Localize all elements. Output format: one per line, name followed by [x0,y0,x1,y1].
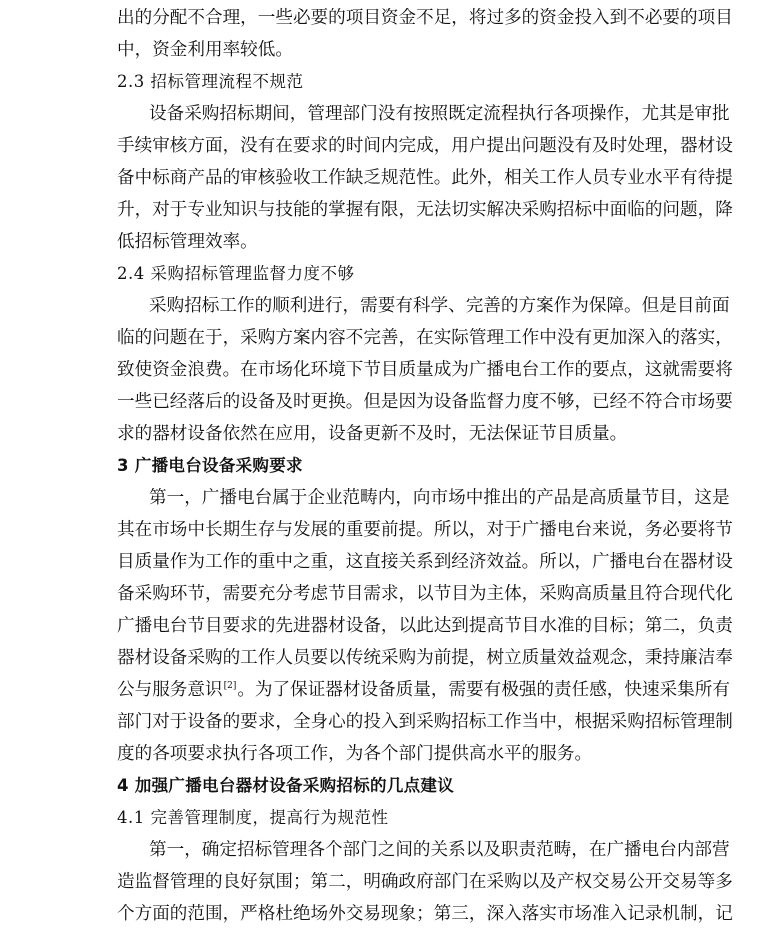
section-heading-4-1: 4.1 完善管理制度，提高行为规范性 [117,808,389,827]
paragraph-line: 备采购环节，需要充分考虑节目需求，以节目为主体，采购高质量且符合现代化 [117,584,733,604]
paragraph-line: 中，资金利用率较低。 [117,40,293,60]
paragraph-line: 求的器材设备依然在应用，设备更新不及时，无法保证节目质量。 [117,424,628,444]
text-segment: 。为了保证器材设备质量，需要有极强的责任感，快速采集所有 [237,680,730,700]
paragraph-line: 升，对于专业知识与技能的掌握有限，无法切实解决采购招标中面临的问题，降 [117,200,733,220]
section-heading-2-4: 2.4 采购招标管理监督力度不够 [117,264,355,283]
citation-marker: [2] [223,681,237,691]
section-heading-3: 3 广播电台设备采购要求 [117,456,303,475]
paragraph-line: 目质量作为工作的重中之重，这直接关系到经济效益。所以，广播电台在器材设 [117,552,733,572]
text-segment: 公与服务意识 [117,680,223,700]
paragraph-line: 个方面的范围，严格杜绝场外交易现象；第三，深入落实市场准入记录机制，记 [117,904,733,924]
paragraph-line: 其在市场中长期生存与发展的重要前提。所以，对于广播电台来说，务必要将节 [117,520,733,540]
paragraph-line: 一些已经落后的设备及时更换。但是因为设备监督力度不够，已经不符合市场要 [117,392,733,412]
section-heading-2-3: 2.3 招标管理流程不规范 [117,72,304,91]
paragraph-line: 造监督管理的良好氛围；第二，明确政府部门在采购以及产权交易公开交易等多 [117,872,733,892]
paragraph-line: 第一，确定招标管理各个部门之间的关系以及职责范畴，在广播电台内部营 [149,840,730,860]
paragraph-line: 采购招标工作的顺利进行，需要有科学、完善的方案作为保障。但是目前面 [149,296,730,316]
document-page [117,0,733,930]
paragraph-line: 设备采购招标期间，管理部门没有按照既定流程执行各项操作，尤其是审批 [149,104,730,124]
paragraph-line: 器材设备采购的工作人员要以传统采购为前提，树立质量效益观念，秉持廉洁奉 [117,648,733,668]
paragraph-line: 部门对于设备的要求，全身心的投入到采购招标工作当中，根据采购招标管理制 [117,712,733,732]
paragraph-line: 手续审核方面，没有在要求的时间内完成，用户提出问题没有及时处理，器材设 [117,136,733,156]
paragraph-line: 第一，广播电台属于企业范畴内，向市场中推出的产品是高质量节目，这是 [149,488,730,508]
paragraph-line-with-citation [117,674,730,706]
paragraph-line: 临的问题在于，采购方案内容不完善，在实际管理工作中没有更加深入的落实， [117,328,733,348]
paragraph-line: 致使资金浪费。在市场化环境下节目质量成为广播电台工作的要点，这就需要将 [117,360,733,380]
paragraph-line: 出的分配不合理，一些必要的项目资金不足，将过多的资金投入到不必要的项目 [117,8,733,28]
section-heading-4: 4 加强广播电台器材设备采购招标的几点建议 [117,776,455,795]
paragraph-line: 度的各项要求执行各项工作，为各个部门提供高水平的服务。 [117,744,593,764]
paragraph-line: 备中标商产品的审核验收工作缺乏规范性。此外，相关工作人员专业水平有待提 [117,168,733,188]
paragraph-line: 低招标管理效率。 [117,232,258,252]
paragraph-line: 广播电台节目要求的先进器材设备，以此达到提高节目水准的目标；第二，负责 [117,616,733,636]
